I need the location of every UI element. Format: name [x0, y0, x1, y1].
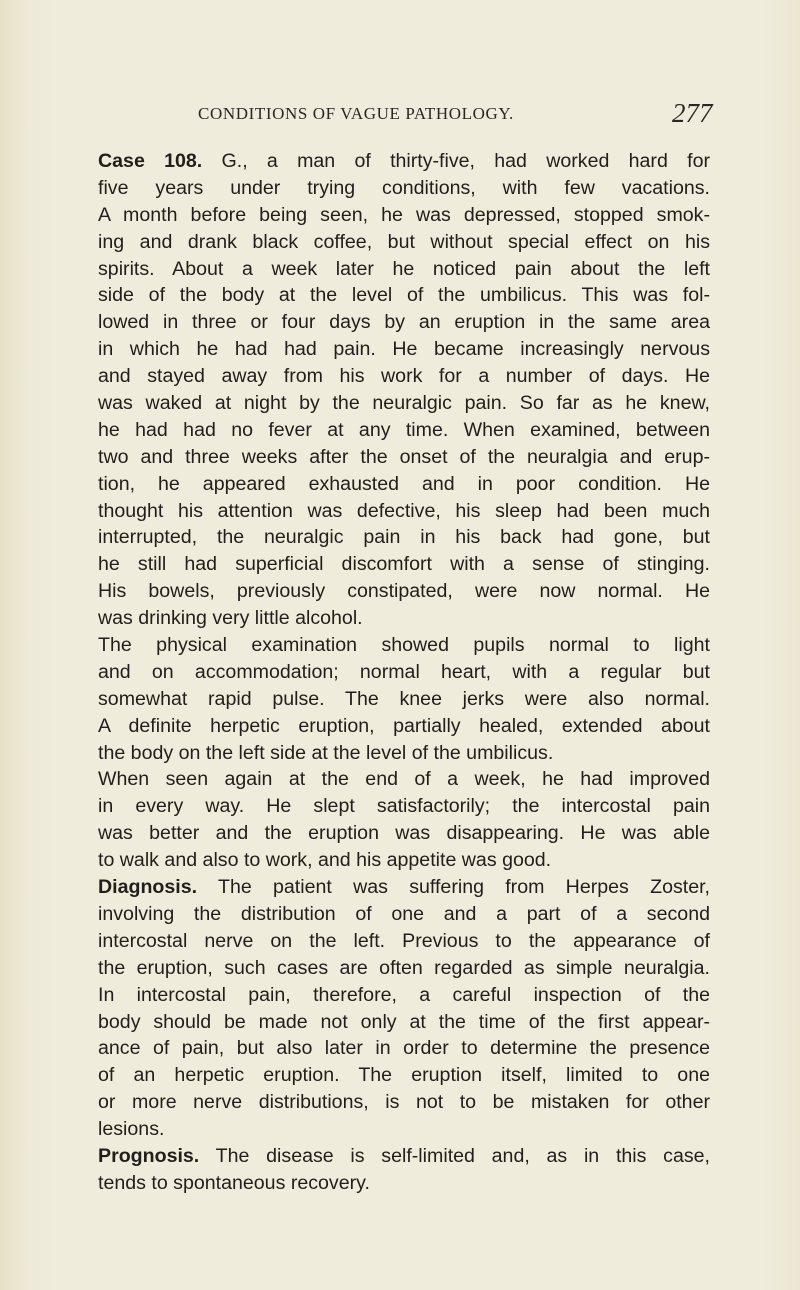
line-text: side of the body at the level of the umbilicus. This was fol- [98, 284, 710, 307]
text-line [98, 874, 710, 901]
paragraph [98, 1143, 710, 1197]
running-head [198, 96, 713, 128]
line-text: A month before being seen, he was depressed, stopped smok- [98, 203, 710, 226]
text-line [98, 148, 710, 175]
line-text: His bowels, previously constipated, were now normal. He [98, 580, 710, 603]
line-text: ance of pain, but also later in order to determine the presence [98, 1037, 710, 1060]
text-line [98, 766, 710, 793]
text-line [98, 793, 710, 820]
line-text: A definite herpetic eruption, partially healed, extended about [98, 714, 710, 737]
text-line [98, 901, 710, 928]
text-line [98, 363, 710, 390]
text-line [98, 686, 710, 713]
text-line [98, 390, 710, 417]
line-text: was drinking very little alcohol. [98, 607, 363, 630]
page-number: 277 [672, 98, 713, 128]
text-line [98, 202, 710, 229]
line-text: tends to spontaneous recovery. [98, 1171, 370, 1194]
line-text: In intercostal pain, therefore, a careful inspection of the [98, 983, 710, 1006]
line-text: spirits. About a week later he noticed pain about the left [98, 257, 710, 280]
text-line [98, 928, 710, 955]
line-text: and on accommodation; normal heart, with a regular but [98, 660, 710, 683]
line-text: was better and the eruption was disappearing. He was able [98, 822, 710, 845]
text-line [98, 1170, 710, 1197]
line-text: or more nerve distributions, is not to be mistaken for other [98, 1091, 710, 1114]
text-line [98, 282, 710, 309]
line-text: in which he had had pain. He became increasingly nervous [98, 338, 710, 361]
line-text: intercostal nerve on the left. Previous to the appearance of [98, 929, 710, 952]
line-text: he had had no fever at any time. When examined, between [98, 418, 710, 441]
text-line [98, 229, 710, 256]
line-text: the body on the left side at the level of the umbilicus. [98, 741, 554, 764]
line-text: somewhat rapid pulse. The knee jerks were also normal. [98, 687, 710, 710]
text-line [98, 1116, 710, 1143]
line-text: in every way. He slept satisfactorily; the intercostal pain [98, 795, 710, 818]
text-line [98, 955, 710, 982]
text-line [98, 713, 710, 740]
body-text [98, 148, 710, 1197]
line-text: and stayed away from his work for a number of days. He [98, 365, 710, 388]
text-line [98, 175, 710, 202]
run-in-heading: Prognosis. [98, 1144, 200, 1167]
text-line [98, 659, 710, 686]
run-in-heading: Case 108. [98, 150, 203, 172]
text-line [98, 498, 710, 525]
paragraph [98, 766, 710, 874]
text-line [98, 551, 710, 578]
text-line [98, 444, 710, 471]
text-line [98, 847, 710, 874]
text-line [98, 417, 710, 444]
line-text: the eruption, such cases are often regarded as simple neuralgia. [98, 956, 710, 979]
line-text: When seen again at the end of a week, he had improved [98, 768, 710, 791]
text-line [98, 1143, 710, 1170]
text-line [98, 820, 710, 847]
run-in-heading: Diagnosis. [98, 876, 198, 899]
line-text: interrupted, the neuralgic pain in his back had gone, but [98, 526, 710, 549]
line-text: was waked at night by the neuralgic pain. So far as he knew, [98, 392, 710, 415]
text-line [98, 1035, 710, 1062]
line-text: The disease is self-limited and, as in this case, [199, 1144, 710, 1167]
paragraph [98, 148, 710, 632]
text-line [98, 982, 710, 1009]
text-line [98, 256, 710, 283]
line-text: he still had superficial discomfort with a sense of stinging. [98, 553, 710, 576]
line-text: body should be made not only at the time of the first appear- [98, 1010, 710, 1033]
line-text: two and three weeks after the onset of the neuralgia and erup- [98, 445, 710, 468]
text-line [98, 309, 710, 336]
text-line [98, 336, 710, 363]
line-text: to walk and also to work, and his appetite was good. [98, 849, 552, 872]
line-text: The patient was suffering from Herpes Zoster, [197, 876, 710, 899]
text-line [98, 1009, 710, 1036]
text-line [98, 578, 710, 605]
line-text: lesions. [98, 1118, 165, 1141]
text-line [98, 632, 710, 659]
running-title: CONDITIONS OF VAGUE PATHOLOGY. [198, 104, 514, 123]
text-line [98, 1062, 710, 1089]
line-text: lowed in three or four days by an eruption in the same area [98, 311, 710, 334]
paragraph [98, 632, 710, 766]
text-line [98, 471, 710, 498]
line-text: ing and drank black coffee, but without special effect on his [98, 230, 710, 253]
line-text: The physical examination showed pupils normal to light [98, 634, 710, 657]
text-line [98, 1089, 710, 1116]
line-text: tion, he appeared exhausted and in poor condition. He [98, 472, 710, 495]
paragraph [98, 874, 710, 1143]
text-line [98, 605, 710, 632]
line-text: thought his attention was defective, his sleep had been much [98, 499, 710, 522]
line-text: involving the distribution of one and a part of a second [98, 902, 710, 925]
text-line [98, 740, 710, 767]
line-text: G., a man of thirty-five, had worked hard for [202, 150, 710, 172]
line-text: five years under trying conditions, with few vacations. [98, 176, 710, 199]
text-line [98, 524, 710, 551]
line-text: of an herpetic eruption. The eruption itself, limited to one [98, 1064, 710, 1087]
